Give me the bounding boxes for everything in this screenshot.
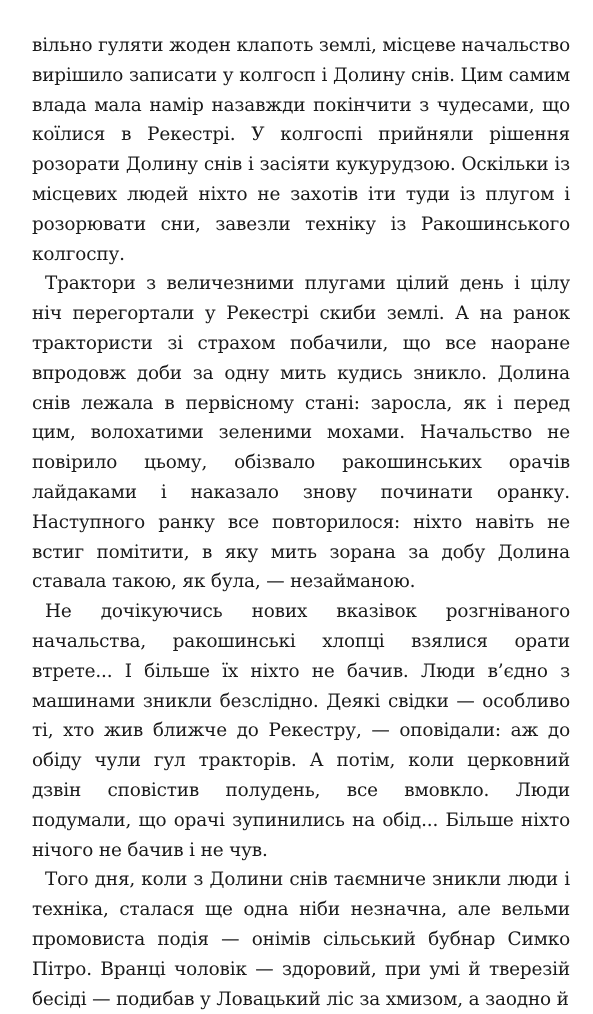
paragraph: Трактори з величезними плугами цілий день і цілу ніч перегортали у Рекестрі скиби землі. А на ранок трактористи зі страхом побачили, що все наоране впродовж доби за одну мить кудись зникло. Долина снів лежала в первісному стані: заросла, як і перед цим, волохатими зеленими мохами. Начальство не повірило цьому, обізвало ракошинських орачів лайдаками і наказало знову починати оранку. Наступного ранку все повторилося: ніхто навіть не встиг помітити, в яку мить зорана за добу Долина ставала такою, як була, — незайманою. <box>32 273 570 593</box>
paragraph: вільно гуляти жоден клапоть землі, місцеве начальство вирішило записати у колгосп і Долину снів. Цим самим влада мала намір назавжди покінчити з чудесами, що коїлися в Рекестрі. У колгоспі прийняли рішення розорати Долину снів і засіяти кукурудзою. Оскільки із місцевих людей ніхто не захотів іти туди із плугом і розорювати сни, завезли техніку із Ракошинського колгоспу. <box>32 35 570 265</box>
paragraph: Того дня, коли з Долини снів таємниче зникли люди і техніка, сталася ще одна ніби незначна, але вельми промовиста подія — онімів сільський бубнар Симко Пітро. Вранці чоловік — здоровий, при умі й тверезій бесіді — подибав у Ловацький ліс за хмизом, а заодно й <box>32 869 570 1010</box>
book-page <box>32 31 570 1014</box>
paragraph: Не дочікуючись нових вказівок розгніваного начальства, ракошинські хлопці взялися орати втрете... І більше їх ніхто не бачив. Люди в’єдно з машинами зникли безслідно. Деякі свідки — особливо ті, хто жив ближче до Рекестру, — оповідали: аж до обіду чули гул тракторів. А потім, коли церковний дзвін сповістив полудень, все вмовкло. Люди подумали, що орачі зупинились на обід... Більше ніхто нічого не бачив і не чув. <box>32 601 570 861</box>
